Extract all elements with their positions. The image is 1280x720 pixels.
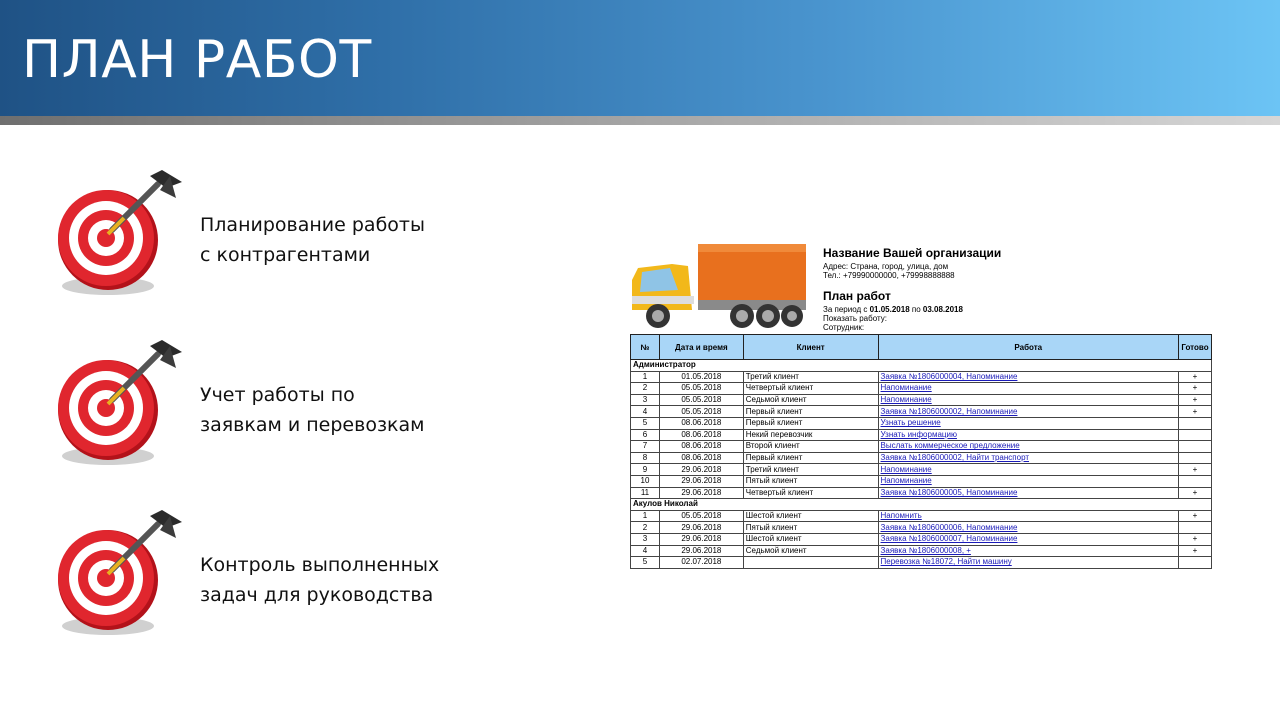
cell-work-link[interactable]: Заявка №1806000002, Найти транспорт [878, 452, 1178, 464]
cell-done [1178, 441, 1211, 453]
cell-done: + [1178, 533, 1211, 545]
cell-date: 05.05.2018 [659, 394, 743, 406]
cell-number: 11 [631, 487, 660, 499]
bullet-item [50, 168, 450, 308]
table-row [631, 475, 1212, 487]
cell-done [1178, 452, 1211, 464]
cell-client: Второй клиент [743, 441, 878, 453]
target-dart-icon [50, 338, 190, 473]
table-row [631, 545, 1212, 557]
group-row [631, 499, 1212, 511]
organization-address: Адрес: Страна, город, улица, дом [823, 262, 949, 271]
cell-work-link[interactable]: Напоминание [878, 475, 1178, 487]
cell-client: Некий перевозчик [743, 429, 878, 441]
plan-title: План работ [823, 289, 891, 303]
cell-client: Третий клиент [743, 464, 878, 476]
title-banner [0, 0, 1280, 116]
cell-number: 3 [631, 394, 660, 406]
bullet-line-1: Контроль выполненных [200, 554, 440, 576]
cell-work-link[interactable]: Напоминание [878, 464, 1178, 476]
cell-work-link[interactable]: Перевозка №18072, Найти машину [878, 557, 1178, 569]
group-name: Администратор [631, 360, 1212, 372]
cell-number: 7 [631, 441, 660, 453]
cell-date: 29.06.2018 [659, 464, 743, 476]
table-row [631, 383, 1212, 395]
column-header: Дата и время [659, 335, 743, 360]
table-row [631, 557, 1212, 569]
group-name: Акулов Николай [631, 499, 1212, 511]
cell-number: 6 [631, 429, 660, 441]
cell-done: + [1178, 545, 1211, 557]
cell-done: + [1178, 464, 1211, 476]
organization-phone: Тел.: +79990000000, +79998888888 [823, 271, 955, 280]
cell-done: + [1178, 371, 1211, 383]
cell-number: 2 [631, 383, 660, 395]
cell-done [1178, 429, 1211, 441]
cell-work-link[interactable]: Узнать информацию [878, 429, 1178, 441]
cell-date: 08.06.2018 [659, 441, 743, 453]
cell-work-link[interactable]: Напоминание [878, 394, 1178, 406]
bullet-text [200, 550, 460, 610]
period-mid: по [911, 305, 921, 314]
cell-client: Седьмой клиент [743, 394, 878, 406]
group-row [631, 360, 1212, 372]
table-header-row [631, 335, 1212, 360]
cell-client: Шестой клиент [743, 533, 878, 545]
cell-date: 05.05.2018 [659, 406, 743, 418]
cell-number: 1 [631, 371, 660, 383]
cell-date: 29.06.2018 [659, 487, 743, 499]
cell-date: 08.06.2018 [659, 452, 743, 464]
cell-date: 02.07.2018 [659, 557, 743, 569]
cell-work-link[interactable]: Заявка №1806000002, Напоминание [878, 406, 1178, 418]
cell-work-link[interactable]: Заявка №1806000008, + [878, 545, 1178, 557]
cell-number: 5 [631, 417, 660, 429]
organization-name: Название Вашей организации [823, 246, 1002, 260]
cell-date: 01.05.2018 [659, 371, 743, 383]
cell-number: 1 [631, 510, 660, 522]
period-line [823, 305, 963, 314]
cell-client: Первый клиент [743, 452, 878, 464]
cell-done: + [1178, 510, 1211, 522]
period-from: 01.05.2018 [869, 305, 910, 314]
table-row [631, 371, 1212, 383]
cell-done [1178, 417, 1211, 429]
work-plan-table [630, 334, 1212, 569]
cell-work-link[interactable]: Напоминание [878, 383, 1178, 395]
cell-client: Шестой клиент [743, 510, 878, 522]
bullet-line-2: заявкам и перевозкам [200, 414, 425, 436]
table-row [631, 510, 1212, 522]
cell-client: Первый клиент [743, 417, 878, 429]
period-to: 03.08.2018 [922, 305, 963, 314]
table-row [631, 394, 1212, 406]
table-row [631, 533, 1212, 545]
cell-work-link[interactable]: Заявка №1806000004, Напоминание [878, 371, 1178, 383]
cell-done: + [1178, 406, 1211, 418]
table-row [631, 452, 1212, 464]
cell-number: 5 [631, 557, 660, 569]
table-row [631, 417, 1212, 429]
column-header: Работа [878, 335, 1178, 360]
cell-client: Первый клиент [743, 406, 878, 418]
bullet-line-1: Учет работы по [200, 384, 355, 406]
cell-number: 3 [631, 533, 660, 545]
target-dart-icon [50, 168, 190, 303]
bullet-line-2: с контрагентами [200, 244, 371, 266]
cell-number: 4 [631, 545, 660, 557]
cell-number: 8 [631, 452, 660, 464]
cell-work-link[interactable]: Заявка №1806000005, Напоминание [878, 487, 1178, 499]
employee-line: Сотрудник: [823, 323, 865, 332]
cell-date: 29.06.2018 [659, 533, 743, 545]
cell-date: 05.05.2018 [659, 383, 743, 395]
table-row [631, 522, 1212, 534]
cell-work-link[interactable]: Узнать решение [878, 417, 1178, 429]
truck-icon [628, 240, 818, 332]
bullet-text [200, 380, 460, 440]
cell-client: Третий клиент [743, 371, 878, 383]
cell-done [1178, 522, 1211, 534]
show-work-line: Показать работу: [823, 314, 887, 323]
table-row [631, 487, 1212, 499]
bullet-item [50, 338, 450, 478]
cell-date: 08.06.2018 [659, 417, 743, 429]
page-title: ПЛАН РАБОТ [22, 30, 372, 90]
cell-client: Четвертый клиент [743, 487, 878, 499]
cell-date: 08.06.2018 [659, 429, 743, 441]
cell-client: Четвертый клиент [743, 383, 878, 395]
cell-done: + [1178, 394, 1211, 406]
cell-done: + [1178, 383, 1211, 395]
period-prefix: За период с [823, 305, 868, 314]
cell-done [1178, 557, 1211, 569]
cell-number: 4 [631, 406, 660, 418]
cell-client: Пятый клиент [743, 475, 878, 487]
table-row [631, 429, 1212, 441]
cell-date: 29.06.2018 [659, 545, 743, 557]
cell-date: 29.06.2018 [659, 522, 743, 534]
cell-date: 05.05.2018 [659, 510, 743, 522]
cell-done: + [1178, 487, 1211, 499]
cell-client [743, 557, 878, 569]
cell-work-link[interactable]: Заявка №1806000006, Напоминание [878, 522, 1178, 534]
cell-number: 2 [631, 522, 660, 534]
work-plan-document [628, 240, 1212, 570]
bullet-line-2: задач для руководства [200, 584, 434, 606]
title-divider [0, 116, 1280, 125]
cell-client: Седьмой клиент [743, 545, 878, 557]
cell-work-link[interactable]: Заявка №1806000007, Напоминание [878, 533, 1178, 545]
bullet-line-1: Планирование работы [200, 214, 425, 236]
cell-date: 29.06.2018 [659, 475, 743, 487]
column-header: № [631, 335, 660, 360]
cell-work-link[interactable]: Выслать коммерческое предложение [878, 441, 1178, 453]
column-header: Готово [1178, 335, 1211, 360]
table-row [631, 464, 1212, 476]
cell-done [1178, 475, 1211, 487]
cell-number: 10 [631, 475, 660, 487]
bullet-item [50, 508, 450, 648]
target-dart-icon [50, 508, 190, 643]
cell-client: Пятый клиент [743, 522, 878, 534]
bullet-text [200, 210, 460, 270]
column-header: Клиент [743, 335, 878, 360]
cell-work-link[interactable]: Напомнить [878, 510, 1178, 522]
table-row [631, 406, 1212, 418]
cell-number: 9 [631, 464, 660, 476]
table-row [631, 441, 1212, 453]
